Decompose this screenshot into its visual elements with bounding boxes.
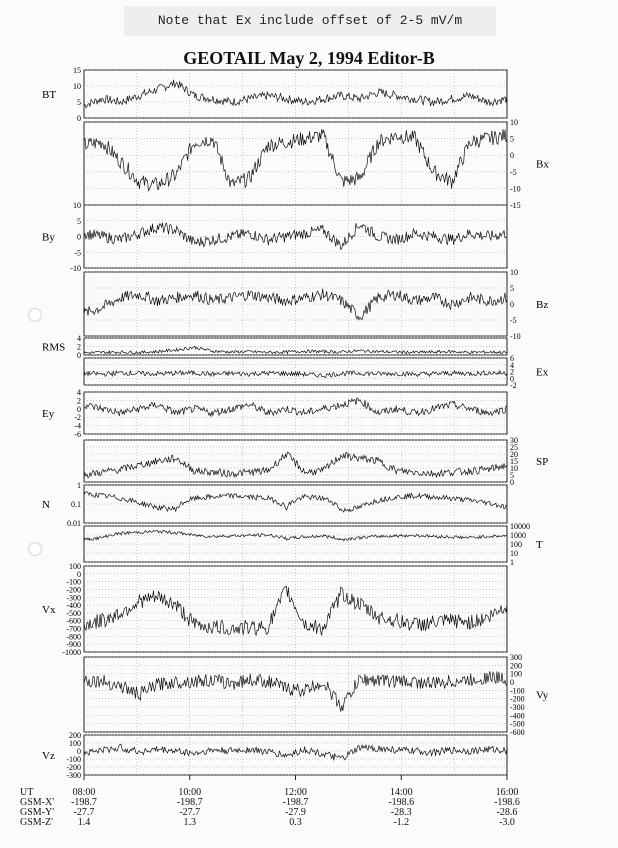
footer-value-2-3: -28.3 xyxy=(390,807,412,818)
tick-label-vy: 200 xyxy=(510,661,522,671)
footer-value-0-4: 16:00 xyxy=(495,787,519,798)
footer-label-gsm-z: GSM-Z' xyxy=(20,817,53,828)
footer-value-2-4: -28.6 xyxy=(496,807,518,818)
tick-label-rms: 2 xyxy=(77,342,81,352)
footer-label-gsm-x: GSM-X' xyxy=(20,797,55,808)
panel-label-t: T xyxy=(536,539,543,551)
tick-label-rms: 0 xyxy=(77,351,81,360)
tick-label-vy: -300 xyxy=(510,703,525,712)
tick-label-vz: 0 xyxy=(77,747,81,756)
footer-value-2-1: -27.7 xyxy=(179,807,201,818)
tick-label-vx: -900 xyxy=(66,640,81,650)
tick-label-t: 1000 xyxy=(510,531,526,540)
footer-value-3-2: 0.3 xyxy=(289,817,302,828)
footer-value-0-1: 10:00 xyxy=(178,787,202,798)
tick-label-vx: 0 xyxy=(77,569,81,579)
footer-value-1-0: -198.7 xyxy=(71,797,97,808)
footer-value-1-3: -198.6 xyxy=(388,797,415,808)
footer-value-1-1: -198.7 xyxy=(176,797,203,808)
panel-label-n: N xyxy=(42,499,50,511)
panel-label-by: By xyxy=(42,231,55,244)
tick-label-sp: 30 xyxy=(510,436,518,445)
tick-label-bt: 10 xyxy=(73,82,81,91)
tick-label-ex: 2 xyxy=(510,367,514,377)
footer-value-2-0: -27.7 xyxy=(73,807,95,818)
footer-value-2-2: -27.9 xyxy=(285,807,306,818)
tick-label-t: 10000 xyxy=(510,522,530,531)
tick-label-vz: 100 xyxy=(69,739,81,748)
tick-label-sp: 15 xyxy=(510,457,518,466)
tick-label-bz: 5 xyxy=(510,284,514,293)
tick-label-ey: 2 xyxy=(77,396,81,406)
tick-label-bx: 10 xyxy=(510,118,518,127)
tick-label-bt: 15 xyxy=(73,66,81,75)
tick-label-vz: -300 xyxy=(66,771,81,780)
tick-label-bt: 5 xyxy=(77,98,81,107)
tick-label-sp: 10 xyxy=(510,464,518,473)
tick-label-vx: -100 xyxy=(66,577,81,587)
tick-label-bz: 10 xyxy=(510,268,518,277)
panel-label-sp: SP xyxy=(536,456,549,468)
tick-label-by: -5 xyxy=(74,248,81,258)
footer-value-1-2: -198.7 xyxy=(282,797,309,808)
tick-label-ex: -2 xyxy=(510,381,517,390)
footer-label-gsm-y: GSM-Y' xyxy=(20,807,55,818)
tick-label-t: 100 xyxy=(510,540,522,549)
tick-label-ey: 0 xyxy=(77,404,81,414)
footer-label-ut: UT xyxy=(20,787,34,798)
panel-label-vx: Vx xyxy=(42,604,56,616)
tick-label-vx: -700 xyxy=(66,624,81,634)
tick-label-by: -10 xyxy=(70,264,81,273)
tick-label-ey: -2 xyxy=(74,413,81,423)
tick-label-vy: 100 xyxy=(510,669,522,679)
tick-label-n: 0.01 xyxy=(67,519,81,528)
tick-label-sp: 5 xyxy=(510,471,514,480)
trace-vz xyxy=(84,744,507,760)
offset-note: Note that Ex include offset of 2-5 mV/m xyxy=(124,6,496,36)
panel-label-vy: Vy xyxy=(536,689,549,702)
tick-label-ey: -4 xyxy=(74,421,81,431)
tick-label-vx: -1000 xyxy=(62,648,81,657)
tick-label-ex: 0 xyxy=(510,374,514,384)
footer-value-3-0: 1.4 xyxy=(77,817,91,828)
tick-label-vy: 0 xyxy=(510,678,514,687)
footer-value-0-0: 08:00 xyxy=(72,787,96,798)
footer-value-0-3: 14:00 xyxy=(389,787,413,798)
tick-label-vx: -600 xyxy=(66,616,81,626)
tick-label-vx: -800 xyxy=(66,632,81,642)
footer-value-0-2: 12:00 xyxy=(284,787,307,798)
tick-label-vx: 100 xyxy=(69,562,81,571)
tick-label-bx: -10 xyxy=(510,184,521,194)
panel-label-ex: Ex xyxy=(536,366,549,379)
tick-label-sp: 25 xyxy=(510,443,518,452)
tick-label-by: 0 xyxy=(77,232,81,242)
tick-label-vz: -200 xyxy=(66,763,81,772)
tick-label-vz: -100 xyxy=(66,755,81,764)
footer-value-3-4: -3.0 xyxy=(499,817,515,828)
tick-label-by: 10 xyxy=(73,201,81,210)
panel-label-ey: Ey xyxy=(42,408,55,420)
trace-t xyxy=(84,530,507,541)
tick-label-t: 1 xyxy=(510,558,514,567)
footer-value-3-3: -1.2 xyxy=(393,817,410,828)
tick-label-vy: 300 xyxy=(510,653,522,662)
panel-label-bz: Bz xyxy=(536,299,549,311)
tick-label-vy: -400 xyxy=(510,711,525,721)
chart-title: GEOTAIL May 2, 1994 Editor-B xyxy=(183,48,435,68)
tick-label-t: 10 xyxy=(510,549,518,558)
tick-label-vx: -300 xyxy=(66,593,81,603)
footer-value-1-4: -198.6 xyxy=(494,797,520,808)
tick-label-by: 5 xyxy=(77,216,81,226)
panel-label-bt: BT xyxy=(42,89,57,101)
tick-label-bz: 0 xyxy=(510,300,514,309)
tick-label-bx: -5 xyxy=(510,167,517,177)
tick-label-vz: 200 xyxy=(69,731,81,740)
tick-label-vx: -200 xyxy=(66,585,81,595)
tick-label-ex: 4 xyxy=(510,360,514,370)
tick-label-bz: -10 xyxy=(510,332,521,341)
tick-label-bt: 0 xyxy=(77,114,81,123)
tick-label-bx: 5 xyxy=(510,134,514,144)
tick-label-vx: -400 xyxy=(66,601,81,611)
tick-label-bx: -15 xyxy=(510,201,521,210)
tick-label-rms: 4 xyxy=(77,334,81,343)
tick-label-ey: 4 xyxy=(77,388,81,397)
trace-sp xyxy=(84,452,507,478)
tick-label-vy: -100 xyxy=(510,686,525,696)
trace-bx xyxy=(84,129,507,191)
tick-label-sp: 20 xyxy=(510,450,518,459)
panel-label-bx: Bx xyxy=(536,158,549,171)
tick-label-vy: -600 xyxy=(510,728,525,737)
panel-label-vz: Vz xyxy=(42,750,55,762)
tick-label-vx: -500 xyxy=(66,608,81,618)
footer-value-3-1: 1.3 xyxy=(183,817,196,828)
tick-label-vy: -500 xyxy=(510,719,525,729)
tick-label-bz: -5 xyxy=(510,316,517,325)
tick-label-ey: -6 xyxy=(74,430,81,439)
tick-label-bx: 0 xyxy=(510,151,514,161)
footer-row-labels xyxy=(20,788,54,828)
tick-label-ex: 6 xyxy=(510,354,514,363)
tick-label-sp: 0 xyxy=(510,478,514,487)
tick-label-n: 1 xyxy=(77,481,81,490)
tick-label-n: 0.1 xyxy=(71,500,81,509)
tick-label-vy: -200 xyxy=(510,694,525,704)
panel-label-rms: RMS xyxy=(42,341,66,354)
